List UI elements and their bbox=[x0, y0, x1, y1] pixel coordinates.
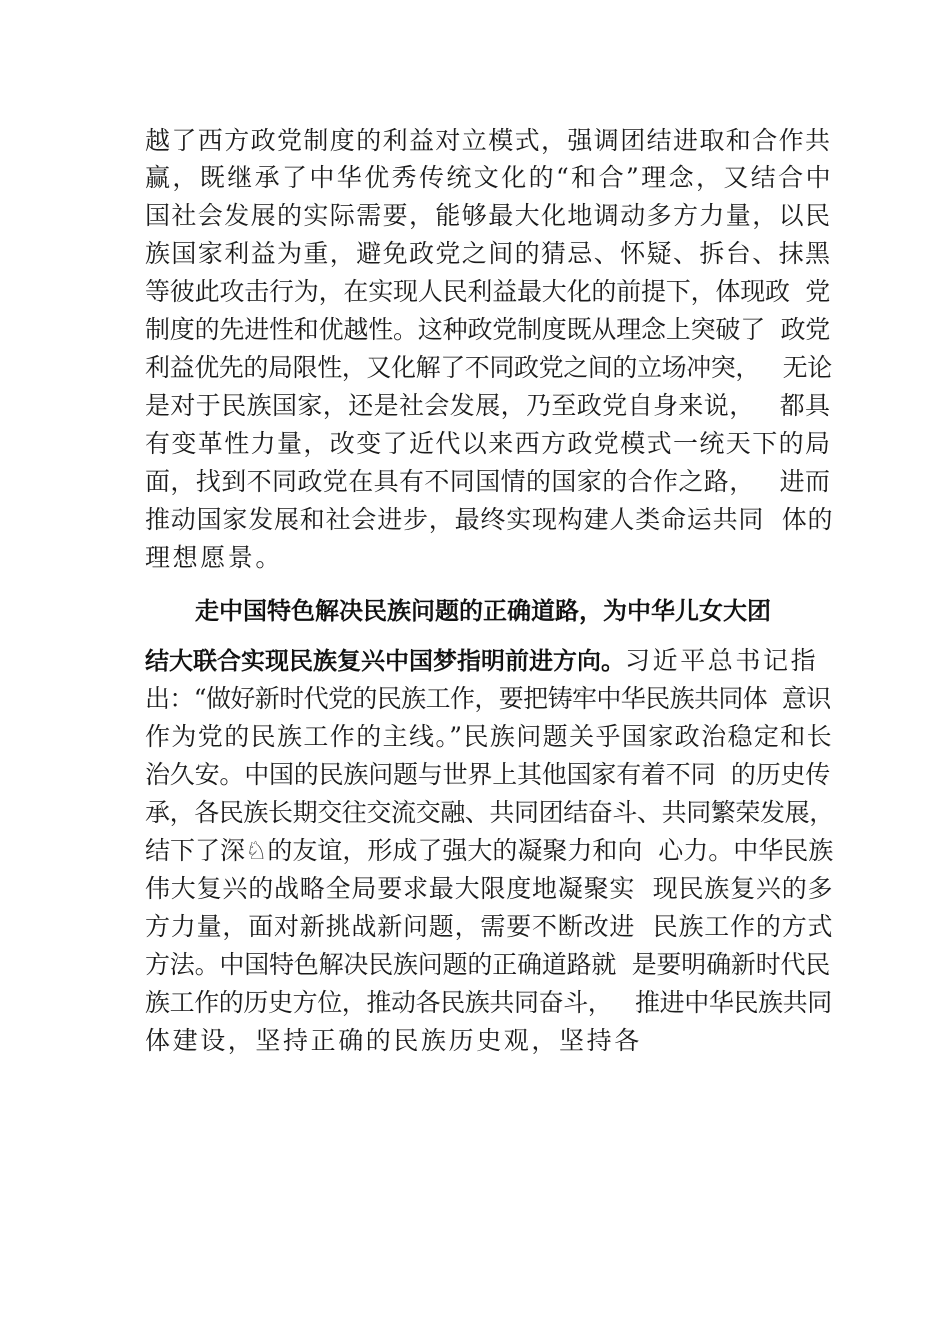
body-line: 族工作的历史方位，推动各民族共同奋斗， 推进中华民族共同 bbox=[145, 988, 832, 1017]
body-line: 利益优先的局限性，又化解了不同政党之间的立场冲突， 无论 bbox=[145, 353, 832, 382]
body-line: 体建设，坚持正确的民族历史观，坚持各 bbox=[145, 1026, 642, 1055]
body-line: 作为党的民族工作的主线。”民族问题关乎国家政治稳定和长 bbox=[145, 722, 834, 751]
body-line: 越了西方政党制度的利益对立模式，强调团结进取和合作共 bbox=[145, 126, 832, 155]
body-line: 结下了深♘的友谊，形成了强大的凝聚力和向 心力。中华民族 bbox=[145, 836, 834, 865]
section-heading: 走中国特色解决民族问题的正确道路，为中华儿女大团 bbox=[195, 597, 771, 625]
body-line: 出：“做好新时代党的民族工作，要把铸牢中华民族共同体 意识 bbox=[145, 684, 831, 713]
section-heading-continued bbox=[145, 646, 818, 676]
body-line: 赢，既继承了中华优秀传统文化的“和合”理念，又结合中 bbox=[145, 163, 833, 192]
body-line: 方力量，面对新挑战新问题，需要不断改进 民族工作的方式 bbox=[145, 912, 834, 941]
body-line: 伟大复兴的战略全局要求最大限度地凝聚实 现民族复兴的多 bbox=[145, 874, 834, 903]
body-line: 方法。中国特色解决民族问题的正确道路就 是要明确新时代民 bbox=[145, 950, 831, 979]
body-line: 制度的先进性和优越性。这种政党制度既从理念上突破了 政党 bbox=[145, 315, 831, 344]
body-line: 有变革性力量，改变了近代以来西方政党模式一统天下的局 bbox=[145, 429, 832, 458]
body-line: 国社会发展的实际需要，能够最大化地调动多方力量，以民 bbox=[145, 201, 832, 230]
body-line: 理想愿景。 bbox=[145, 543, 284, 572]
body-line: 等彼此攻击行为，在实现人民利益最大化的前提下，体现政 党 bbox=[145, 277, 831, 306]
body-line: 是对于民族国家，还是社会发展，乃至政党自身来说， 都具 bbox=[145, 391, 831, 420]
body-line: 承，各民族长期交往交流交融、共同团结奋斗、共同繁荣发展， bbox=[145, 798, 834, 827]
body-line: 推动国家发展和社会进步，最终实现构建人类命运共同 体的 bbox=[145, 505, 834, 534]
body-line: 治久安。中国的民族问题与世界上其他国家有着不同 的历史传 bbox=[145, 760, 831, 789]
section-heading-end: 结大联合实现民族复兴中国梦指明前进方向。 bbox=[145, 647, 625, 675]
body-line: 面，找到不同政党在具有不同国情的国家的合作之路， 进而 bbox=[145, 467, 831, 496]
body-line: 族国家利益为重，避免政党之间的猜忌、怀疑、拆台、抹黑 bbox=[145, 239, 832, 268]
body-text: 习近平总书记指 bbox=[625, 646, 819, 675]
